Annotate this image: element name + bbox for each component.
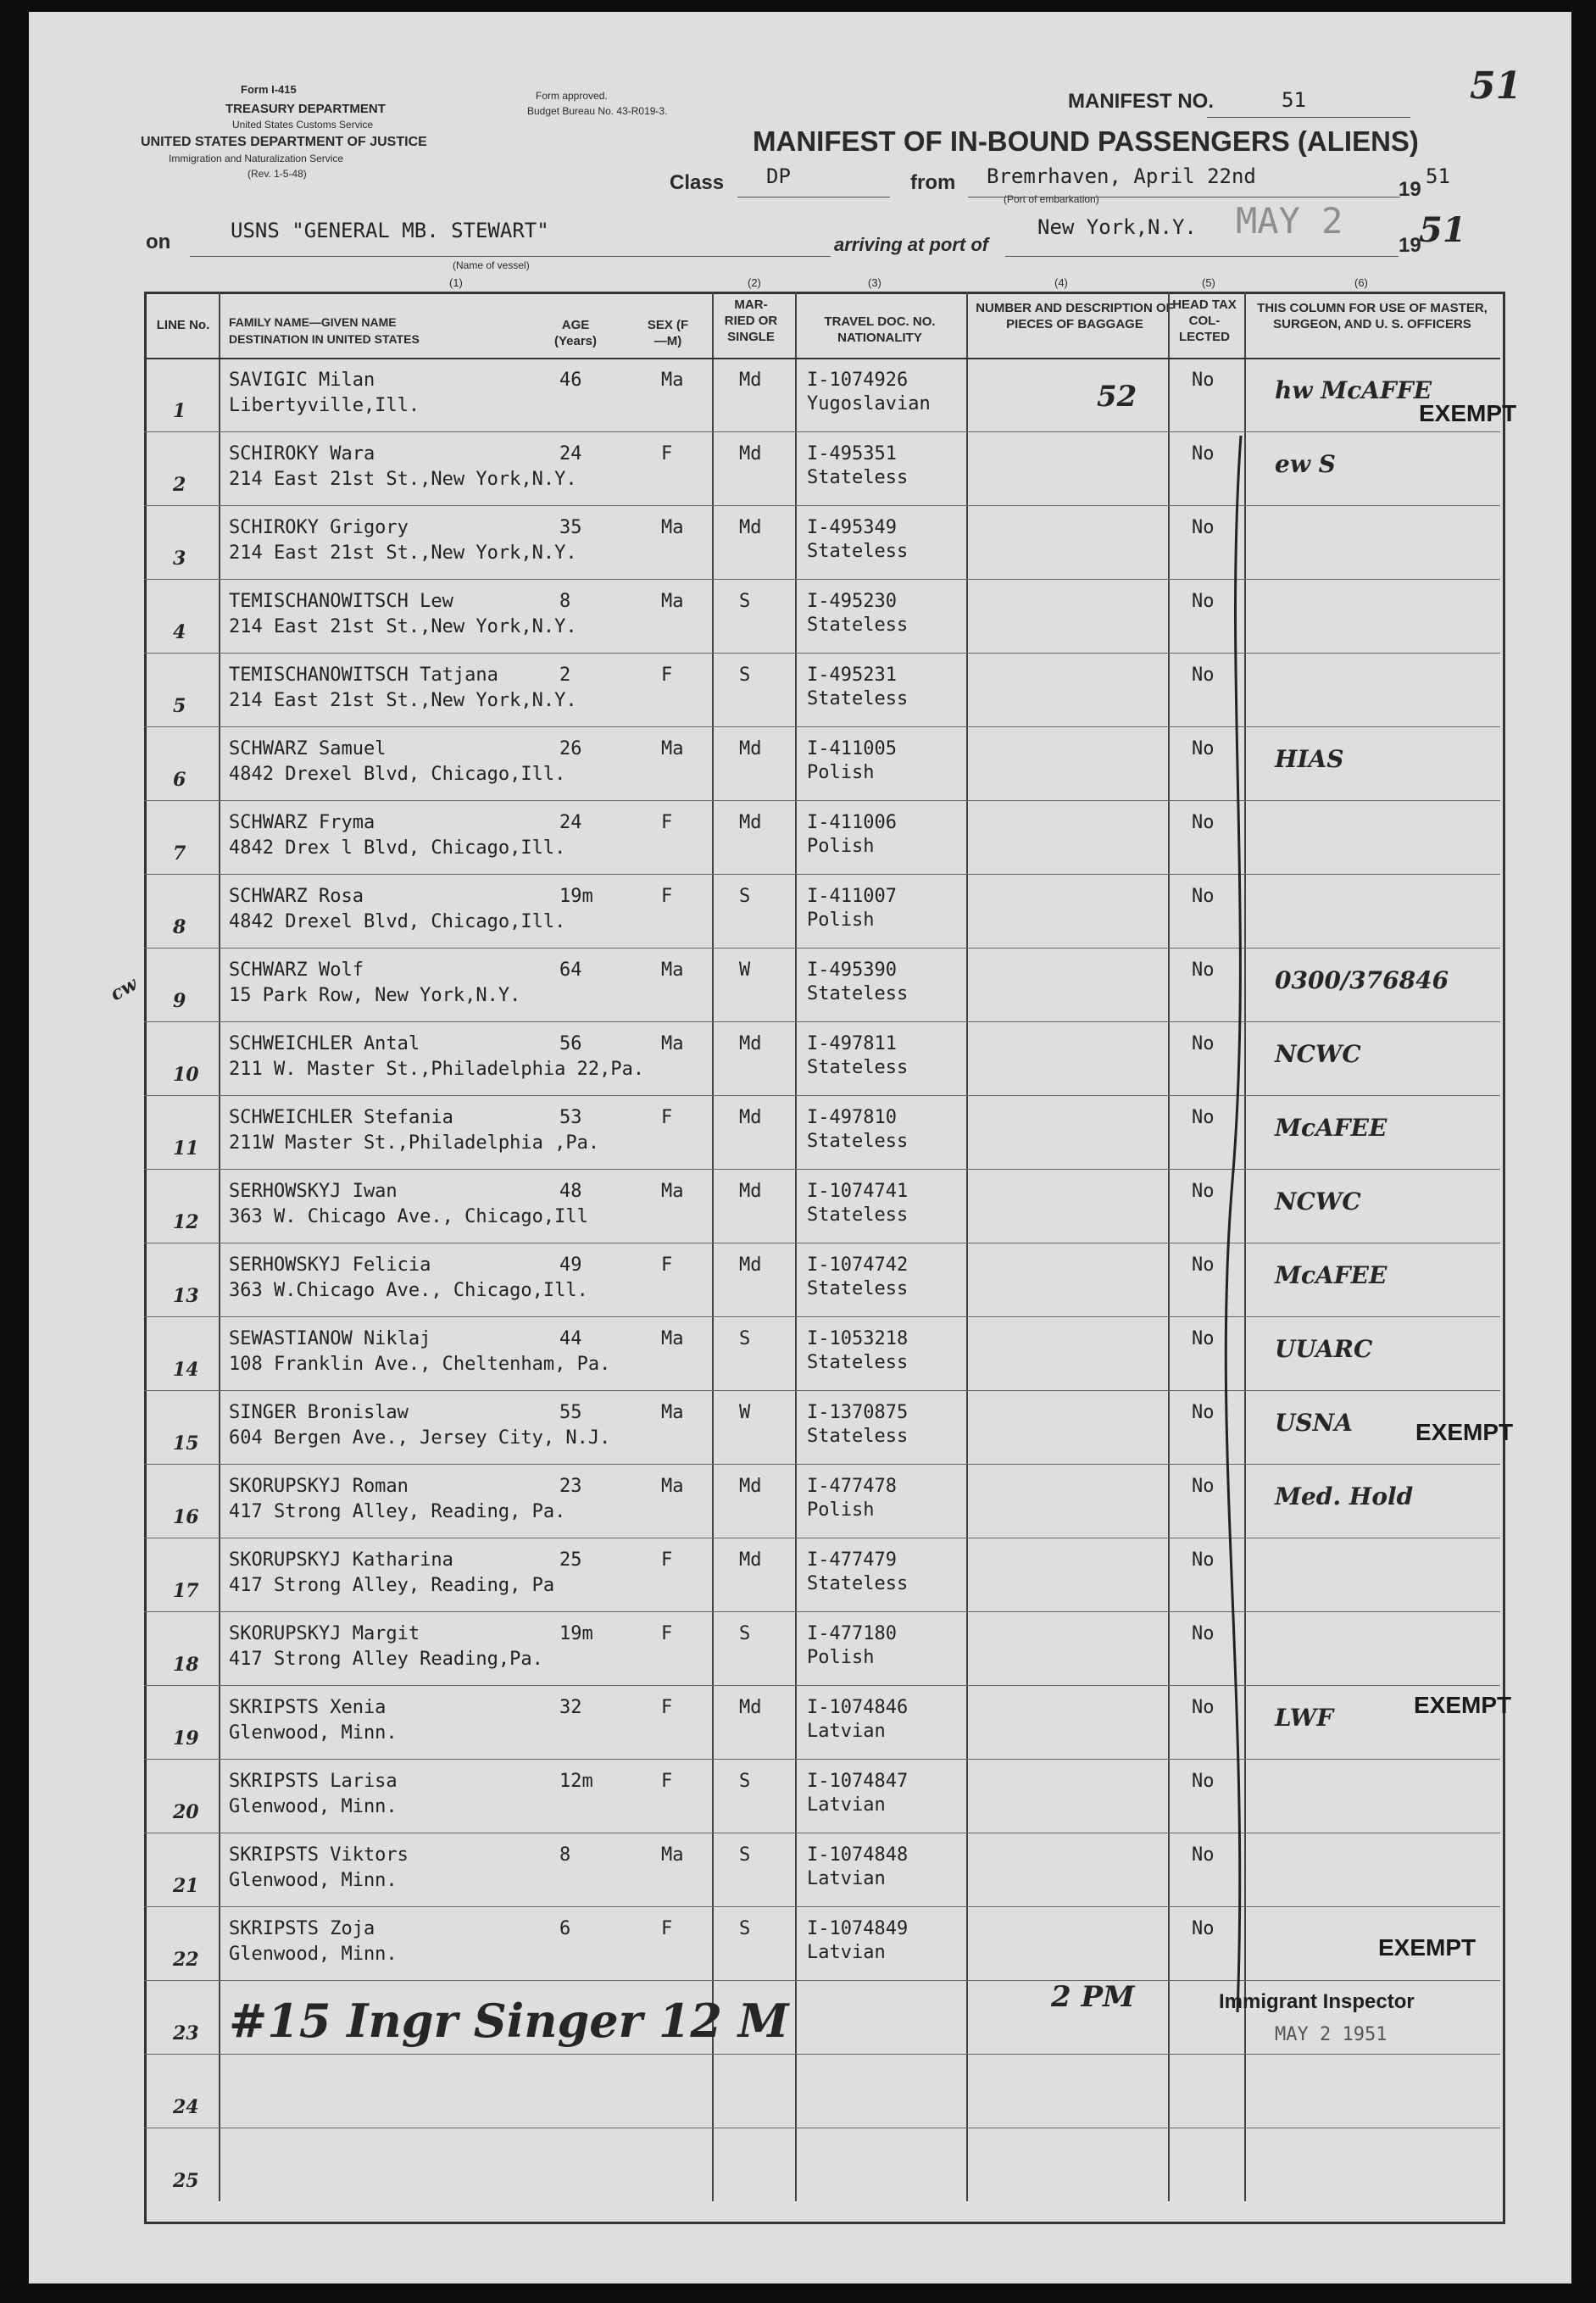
passenger-sex: Ma xyxy=(661,738,684,759)
passenger-sex: Ma xyxy=(661,1402,684,1423)
nationality: Latvian xyxy=(807,1942,886,1963)
travel-doc-number: I-1074848 xyxy=(807,1844,909,1866)
passenger-name: SCHWARZ Fryma xyxy=(229,812,375,833)
table-row xyxy=(29,1685,1571,1759)
marital-status: S xyxy=(739,1844,751,1866)
travel-doc-number: I-411006 xyxy=(807,812,897,833)
nationality: Stateless xyxy=(807,1278,909,1299)
table-row xyxy=(29,2054,1571,2128)
marital-status: Md xyxy=(739,812,762,833)
table-row xyxy=(29,874,1571,948)
year-suffix-2: 51 xyxy=(1419,210,1466,250)
department-of-justice: UNITED STATES DEPARTMENT OF JUSTICE xyxy=(141,135,427,149)
line-number: 11 xyxy=(173,1138,199,1160)
passenger-sex: F xyxy=(661,443,673,464)
table-row xyxy=(29,1169,1571,1243)
head-tax: No xyxy=(1192,1107,1215,1128)
table-row xyxy=(29,800,1571,874)
header-line-no: LINE No. xyxy=(156,318,210,332)
from-value: Bremrhaven, April 22nd xyxy=(987,164,1256,188)
travel-doc-number: I-495351 xyxy=(807,443,897,464)
line-number: 14 xyxy=(173,1359,199,1381)
line-number: 2 xyxy=(173,474,186,496)
passenger-address: Glenwood, Minn. xyxy=(229,1944,398,1965)
table-row xyxy=(29,1390,1571,1464)
nationality: Stateless xyxy=(807,1573,909,1594)
nationality: Latvian xyxy=(807,1868,886,1889)
travel-doc-number: I-1074849 xyxy=(807,1918,909,1939)
inspector-title: Immigrant Inspector xyxy=(1219,1990,1415,2013)
col-number: (3) xyxy=(868,276,881,289)
passenger-name: SINGER Bronislaw xyxy=(229,1402,409,1423)
officer-note: HIAS xyxy=(1275,745,1344,773)
table-row xyxy=(29,948,1571,1021)
nationality: Polish xyxy=(807,910,875,931)
header-officers: THIS COLUMN FOR USE OF MASTER, SURGEON, AND U. S. OFFICERS xyxy=(1257,301,1488,331)
officer-note: hw McAFFE xyxy=(1275,376,1432,404)
nationality: Yugoslavian xyxy=(807,393,931,414)
officer-note: Med. Hold xyxy=(1275,1482,1414,1510)
passenger-sex: F xyxy=(661,1549,673,1571)
passenger-sex: Ma xyxy=(661,1476,684,1497)
passenger-sex: Ma xyxy=(661,1844,684,1866)
line-number: 10 xyxy=(173,1064,199,1086)
passenger-age: 49 xyxy=(559,1254,582,1276)
passenger-age: 44 xyxy=(559,1328,582,1349)
class-label: Class xyxy=(670,171,725,194)
passenger-age: 8 xyxy=(559,1844,571,1866)
nationality: Stateless xyxy=(807,1426,909,1447)
head-tax: No xyxy=(1192,1476,1215,1497)
passenger-sex: F xyxy=(661,1254,673,1276)
line-number: 23 xyxy=(173,2022,199,2044)
passenger-address: Glenwood, Minn. xyxy=(229,1870,398,1891)
head-tax: No xyxy=(1192,1623,1215,1644)
head-tax: No xyxy=(1192,370,1215,391)
passenger-address: 108 Franklin Ave., Cheltenham, Pa. xyxy=(229,1354,611,1375)
exempt-stamp: EXEMPT xyxy=(1419,400,1517,426)
customs-service: United States Customs Service xyxy=(232,119,374,131)
passenger-name: SKRIPSTS Zoja xyxy=(229,1918,375,1939)
passenger-age: 23 xyxy=(559,1476,582,1497)
marital-status: S xyxy=(739,1918,751,1939)
marital-status: Md xyxy=(739,370,762,391)
header-age: AGE (Years) xyxy=(553,318,598,348)
nationality: Stateless xyxy=(807,467,909,488)
table-row xyxy=(29,1095,1571,1169)
passenger-age: 35 xyxy=(559,517,582,538)
passenger-name: SKORUPSKYJ Margit xyxy=(229,1623,420,1644)
inspector-signature: 2 PM xyxy=(1051,1980,1135,2014)
nationality: Latvian xyxy=(807,1794,886,1816)
travel-doc-number: I-495231 xyxy=(807,665,897,686)
manifest-number: 51 xyxy=(1282,88,1306,112)
passenger-address: 363 W.Chicago Ave., Chicago,Ill. xyxy=(229,1280,588,1301)
table-row xyxy=(29,726,1571,800)
head-tax: No xyxy=(1192,1328,1215,1349)
officer-note: McAFEE xyxy=(1275,1261,1387,1289)
col-number: (4) xyxy=(1054,276,1068,289)
line-number: 19 xyxy=(173,1727,199,1750)
travel-doc-number: I-1074741 xyxy=(807,1181,909,1202)
passenger-sex: F xyxy=(661,1623,673,1644)
form-approved: Form approved. xyxy=(536,90,608,102)
table-row xyxy=(29,431,1571,505)
class-value: DP xyxy=(766,164,791,188)
head-tax: No xyxy=(1192,1254,1215,1276)
marital-status: Md xyxy=(739,443,762,464)
passenger-address: 417 Strong Alley, Reading, Pa xyxy=(229,1575,555,1596)
marital-status: W xyxy=(739,960,751,981)
passenger-age: 25 xyxy=(559,1549,582,1571)
line-number: 8 xyxy=(173,916,186,938)
year-prefix-2: 19 xyxy=(1399,234,1421,257)
travel-doc-number: I-1053218 xyxy=(807,1328,909,1349)
head-tax: No xyxy=(1192,960,1215,981)
marital-status: S xyxy=(739,1328,751,1349)
arriving-label: arriving at port of xyxy=(834,234,989,255)
revision: (Rev. 1-5-48) xyxy=(247,168,307,180)
line-number: 13 xyxy=(173,1285,199,1307)
officer-note: McAFEE xyxy=(1275,1114,1387,1142)
head-tax: No xyxy=(1192,1918,1215,1939)
arriving-port: New York,N.Y. xyxy=(1037,215,1197,239)
passenger-name: SKRIPSTS Larisa xyxy=(229,1771,398,1792)
table-row xyxy=(29,1538,1571,1611)
passenger-sex: Ma xyxy=(661,517,684,538)
passenger-sex: F xyxy=(661,665,673,686)
line-number: 22 xyxy=(173,1949,199,1971)
passenger-name: SKORUPSKYJ Roman xyxy=(229,1476,409,1497)
officer-note: 0300/376846 xyxy=(1275,966,1449,994)
passenger-name: SKRIPSTS Xenia xyxy=(229,1697,386,1718)
line-number: 15 xyxy=(173,1432,199,1455)
officer-note: LWF xyxy=(1275,1704,1334,1732)
passenger-sex: Ma xyxy=(661,370,684,391)
travel-doc-number: I-411005 xyxy=(807,738,897,759)
passenger-address: 214 East 21st St.,New York,N.Y. xyxy=(229,616,577,637)
nationality: Stateless xyxy=(807,983,909,1004)
marital-status: S xyxy=(739,1771,751,1792)
head-tax: No xyxy=(1192,1771,1215,1792)
from-label: from xyxy=(910,171,956,194)
head-tax: No xyxy=(1192,591,1215,612)
passenger-age: 64 xyxy=(559,960,582,981)
marital-status: Md xyxy=(739,1033,762,1054)
header-head-tax: HEAD TAX COL- LECTED xyxy=(1172,298,1237,344)
col-number: (1) xyxy=(449,276,463,289)
marital-status: Md xyxy=(739,517,762,538)
budget-bureau: Budget Bureau No. 43-R019-3. xyxy=(527,105,668,117)
header-married: MAR- RIED OR SINGLE xyxy=(724,298,778,344)
marital-status: S xyxy=(739,1623,751,1644)
inspector-date-stamp: MAY 2 1951 xyxy=(1275,2024,1387,2045)
passenger-sex: Ma xyxy=(661,1033,684,1054)
nationality: Polish xyxy=(807,1499,875,1521)
passenger-address: 604 Bergen Ave., Jersey City, N.J. xyxy=(229,1427,611,1449)
travel-doc-number: I-1074926 xyxy=(807,370,909,391)
table-row xyxy=(29,358,1571,431)
passenger-age: 8 xyxy=(559,591,571,612)
travel-doc-number: I-495349 xyxy=(807,517,897,538)
header-baggage: NUMBER AND DESCRIPTION OF PIECES OF BAGGAGE xyxy=(976,301,1174,331)
marital-status: Md xyxy=(739,1254,762,1276)
line-number: 18 xyxy=(173,1654,199,1676)
exempt-stamp: EXEMPT xyxy=(1378,1934,1476,1961)
passenger-address: Glenwood, Minn. xyxy=(229,1796,398,1817)
officer-note: NCWC xyxy=(1275,1040,1361,1068)
passenger-address: 4842 Drexel Blvd, Chicago,Ill. xyxy=(229,764,566,785)
passenger-sex: F xyxy=(661,1918,673,1939)
nationality: Polish xyxy=(807,762,875,783)
line-number: 16 xyxy=(173,1506,199,1528)
header-name: FAMILY NAME—GIVEN NAME xyxy=(229,315,397,329)
marital-status: Md xyxy=(739,738,762,759)
passenger-name: SCHIROKY Wara xyxy=(229,443,375,464)
line-number: 5 xyxy=(173,695,186,717)
nationality: Polish xyxy=(807,836,875,857)
table-row xyxy=(29,1833,1571,1906)
passenger-age: 2 xyxy=(559,665,571,686)
table-row xyxy=(29,1464,1571,1538)
col-number: (6) xyxy=(1354,276,1368,289)
passenger-age: 55 xyxy=(559,1402,582,1423)
nationality: Stateless xyxy=(807,615,909,636)
passenger-name: SCHWARZ Samuel xyxy=(229,738,386,759)
passenger-sex: Ma xyxy=(661,591,684,612)
passenger-sex: F xyxy=(661,1771,673,1792)
passenger-age: 19m xyxy=(559,886,593,907)
head-tax: No xyxy=(1192,1181,1215,1202)
nationality: Stateless xyxy=(807,1057,909,1078)
nationality: Stateless xyxy=(807,1204,909,1226)
travel-doc-number: I-1074847 xyxy=(807,1771,909,1792)
pen-stroke xyxy=(1207,419,1275,2029)
officer-note: ew S xyxy=(1275,450,1336,478)
line-number: 17 xyxy=(173,1580,199,1602)
passenger-name: TEMISCHANOWITSCH Lew xyxy=(229,591,453,612)
col-number: (2) xyxy=(748,276,761,289)
line-number: 3 xyxy=(173,548,186,570)
passenger-name: SCHIROKY Grigory xyxy=(229,517,409,538)
head-tax: No xyxy=(1192,443,1215,464)
line-number: 9 xyxy=(173,990,186,1012)
passenger-name: SCHWEICHLER Stefania xyxy=(229,1107,453,1128)
immigration-service: Immigration and Naturalization Service xyxy=(169,153,344,164)
passenger-address: 363 W. Chicago Ave., Chicago,Ill xyxy=(229,1206,588,1227)
header-destination: DESTINATION IN UNITED STATES xyxy=(229,332,420,346)
travel-doc-number: I-477479 xyxy=(807,1549,897,1571)
marital-status: Md xyxy=(739,1697,762,1718)
nationality: Stateless xyxy=(807,1131,909,1152)
travel-doc-number: I-477180 xyxy=(807,1623,897,1644)
passenger-address: 417 Strong Alley, Reading, Pa. xyxy=(229,1501,566,1522)
marital-status: Md xyxy=(739,1181,762,1202)
travel-doc-number: I-1370875 xyxy=(807,1402,909,1423)
head-tax: No xyxy=(1192,738,1215,759)
header-sex: SEX (F—M) xyxy=(647,318,689,348)
baggage: 52 xyxy=(1097,380,1137,414)
passenger-name: SEWASTIANOW Niklaj xyxy=(229,1328,431,1349)
passenger-address: 15 Park Row, New York,N.Y. xyxy=(229,985,521,1006)
passenger-name: SCHWARZ Rosa xyxy=(229,886,364,907)
line-number: 21 xyxy=(173,1875,199,1897)
passenger-age: 19m xyxy=(559,1623,593,1644)
passenger-address: 211W Master St.,Philadelphia ,Pa. xyxy=(229,1132,600,1154)
line-number: 25 xyxy=(173,2170,199,2192)
passenger-age: 6 xyxy=(559,1918,571,1939)
vessel-caption: (Name of vessel) xyxy=(453,259,530,271)
marital-status: W xyxy=(739,1402,751,1423)
travel-doc-number: I-497811 xyxy=(807,1033,897,1054)
embarkation-caption: (Port of embarkation) xyxy=(1004,193,1099,205)
passenger-age: 56 xyxy=(559,1033,582,1054)
head-tax: No xyxy=(1192,1844,1215,1866)
passenger-name: SKORUPSKYJ Katharina xyxy=(229,1549,453,1571)
passenger-address: Glenwood, Minn. xyxy=(229,1722,398,1744)
marital-status: Md xyxy=(739,1549,762,1571)
head-tax: No xyxy=(1192,1549,1215,1571)
table-row xyxy=(29,653,1571,726)
travel-doc-number: I-1074742 xyxy=(807,1254,909,1276)
line-number: 6 xyxy=(173,769,186,791)
table-row xyxy=(29,2128,1571,2201)
manifest-label: MANIFEST NO. xyxy=(1068,90,1214,113)
margin-mark: cw xyxy=(106,972,142,1006)
table-row xyxy=(29,579,1571,653)
table-row xyxy=(29,1243,1571,1316)
top-right-mark: 51 xyxy=(1470,64,1522,108)
passenger-address: 4842 Drexel Blvd, Chicago,Ill. xyxy=(229,911,566,932)
passenger-age: 24 xyxy=(559,812,582,833)
year-suffix-1: 51 xyxy=(1426,164,1450,188)
passenger-name: SCHWEICHLER Antal xyxy=(229,1033,420,1054)
passenger-name: TEMISCHANOWITSCH Tatjana xyxy=(229,665,498,686)
line-number: 12 xyxy=(173,1211,199,1233)
travel-doc-number: I-495390 xyxy=(807,960,897,981)
passenger-address: 214 East 21st St.,New York,N.Y. xyxy=(229,469,577,490)
manifest-sheet xyxy=(29,12,1571,2284)
passenger-sex: Ma xyxy=(661,1181,684,1202)
passenger-age: 46 xyxy=(559,370,582,391)
passenger-age: 26 xyxy=(559,738,582,759)
line-number: 7 xyxy=(173,843,186,865)
passenger-age: 53 xyxy=(559,1107,582,1128)
travel-doc-number: I-495230 xyxy=(807,591,897,612)
marital-status: Md xyxy=(739,1107,762,1128)
travel-doc-number: I-411007 xyxy=(807,886,897,907)
handwritten-footer-note: #15 Ingr Singer 12 M xyxy=(229,1994,789,2048)
header-travel-doc: TRAVEL DOC. NO. NATIONALITY xyxy=(824,314,936,345)
form-number: Form I-415 xyxy=(241,83,297,96)
passenger-address: 214 East 21st St.,New York,N.Y. xyxy=(229,542,577,564)
officer-note: USNA xyxy=(1275,1409,1353,1437)
year-prefix-1: 19 xyxy=(1399,178,1421,201)
passenger-age: 24 xyxy=(559,443,582,464)
line-number: 4 xyxy=(173,621,186,643)
nationality: Polish xyxy=(807,1647,875,1668)
passenger-name: SERHOWSKYJ Iwan xyxy=(229,1181,398,1202)
passenger-address: Libertyville,Ill. xyxy=(229,395,420,416)
table-row xyxy=(29,1759,1571,1833)
passenger-sex: Ma xyxy=(661,960,684,981)
table-row xyxy=(29,505,1571,579)
table-row xyxy=(29,1906,1571,1980)
travel-doc-number: I-497810 xyxy=(807,1107,897,1128)
table-row xyxy=(29,1611,1571,1685)
head-tax: No xyxy=(1192,886,1215,907)
passenger-name: SAVIGIC Milan xyxy=(229,370,375,391)
passenger-age: 32 xyxy=(559,1697,582,1718)
passenger-age: 48 xyxy=(559,1181,582,1202)
col-number: (5) xyxy=(1202,276,1215,289)
nationality: Stateless xyxy=(807,1352,909,1373)
passenger-name: SKRIPSTS Viktors xyxy=(229,1844,409,1866)
arrival-date-stamp: MAY 2 xyxy=(1236,200,1343,242)
passenger-name: SCHWARZ Wolf xyxy=(229,960,364,981)
treasury-department: TREASURY DEPARTMENT xyxy=(225,102,386,116)
exempt-stamp: EXEMPT xyxy=(1414,1692,1512,1718)
passenger-address: 417 Strong Alley Reading,Pa. xyxy=(229,1649,543,1670)
head-tax: No xyxy=(1192,1033,1215,1054)
marital-status: S xyxy=(739,886,751,907)
vessel-name: USNS "GENERAL MB. STEWART" xyxy=(231,219,549,242)
head-tax: No xyxy=(1192,1697,1215,1718)
line-number: 24 xyxy=(173,2096,199,2118)
exempt-stamp: EXEMPT xyxy=(1415,1419,1514,1445)
nationality: Latvian xyxy=(807,1721,886,1742)
passenger-name: SERHOWSKYJ Felicia xyxy=(229,1254,431,1276)
passenger-address: 4842 Drex l Blvd, Chicago,Ill. xyxy=(229,837,566,859)
head-tax: No xyxy=(1192,517,1215,538)
line-number: 1 xyxy=(173,400,186,422)
table-row xyxy=(29,1021,1571,1095)
head-tax: No xyxy=(1192,1402,1215,1423)
passenger-sex: Ma xyxy=(661,1328,684,1349)
head-tax: No xyxy=(1192,665,1215,686)
marital-status: S xyxy=(739,591,751,612)
page-title: MANIFEST OF IN-BOUND PASSENGERS (ALIENS) xyxy=(753,125,1419,157)
passenger-sex: F xyxy=(661,1107,673,1128)
passenger-sex: F xyxy=(661,886,673,907)
nationality: Stateless xyxy=(807,688,909,709)
on-label: on xyxy=(146,231,171,253)
table-row xyxy=(29,1316,1571,1390)
travel-doc-number: I-1074846 xyxy=(807,1697,909,1718)
passenger-address: 214 East 21st St.,New York,N.Y. xyxy=(229,690,577,711)
marital-status: Md xyxy=(739,1476,762,1497)
officer-note: NCWC xyxy=(1275,1188,1361,1215)
head-tax: No xyxy=(1192,812,1215,833)
passenger-address: 211 W. Master St.,Philadelphia 22,Pa. xyxy=(229,1059,645,1080)
travel-doc-number: I-477478 xyxy=(807,1476,897,1497)
nationality: Stateless xyxy=(807,541,909,562)
line-number: 20 xyxy=(173,1801,199,1823)
marital-status: S xyxy=(739,665,751,686)
officer-note: UUARC xyxy=(1275,1335,1373,1363)
passenger-sex: F xyxy=(661,812,673,833)
passenger-age: 12m xyxy=(559,1771,593,1792)
passenger-sex: F xyxy=(661,1697,673,1718)
